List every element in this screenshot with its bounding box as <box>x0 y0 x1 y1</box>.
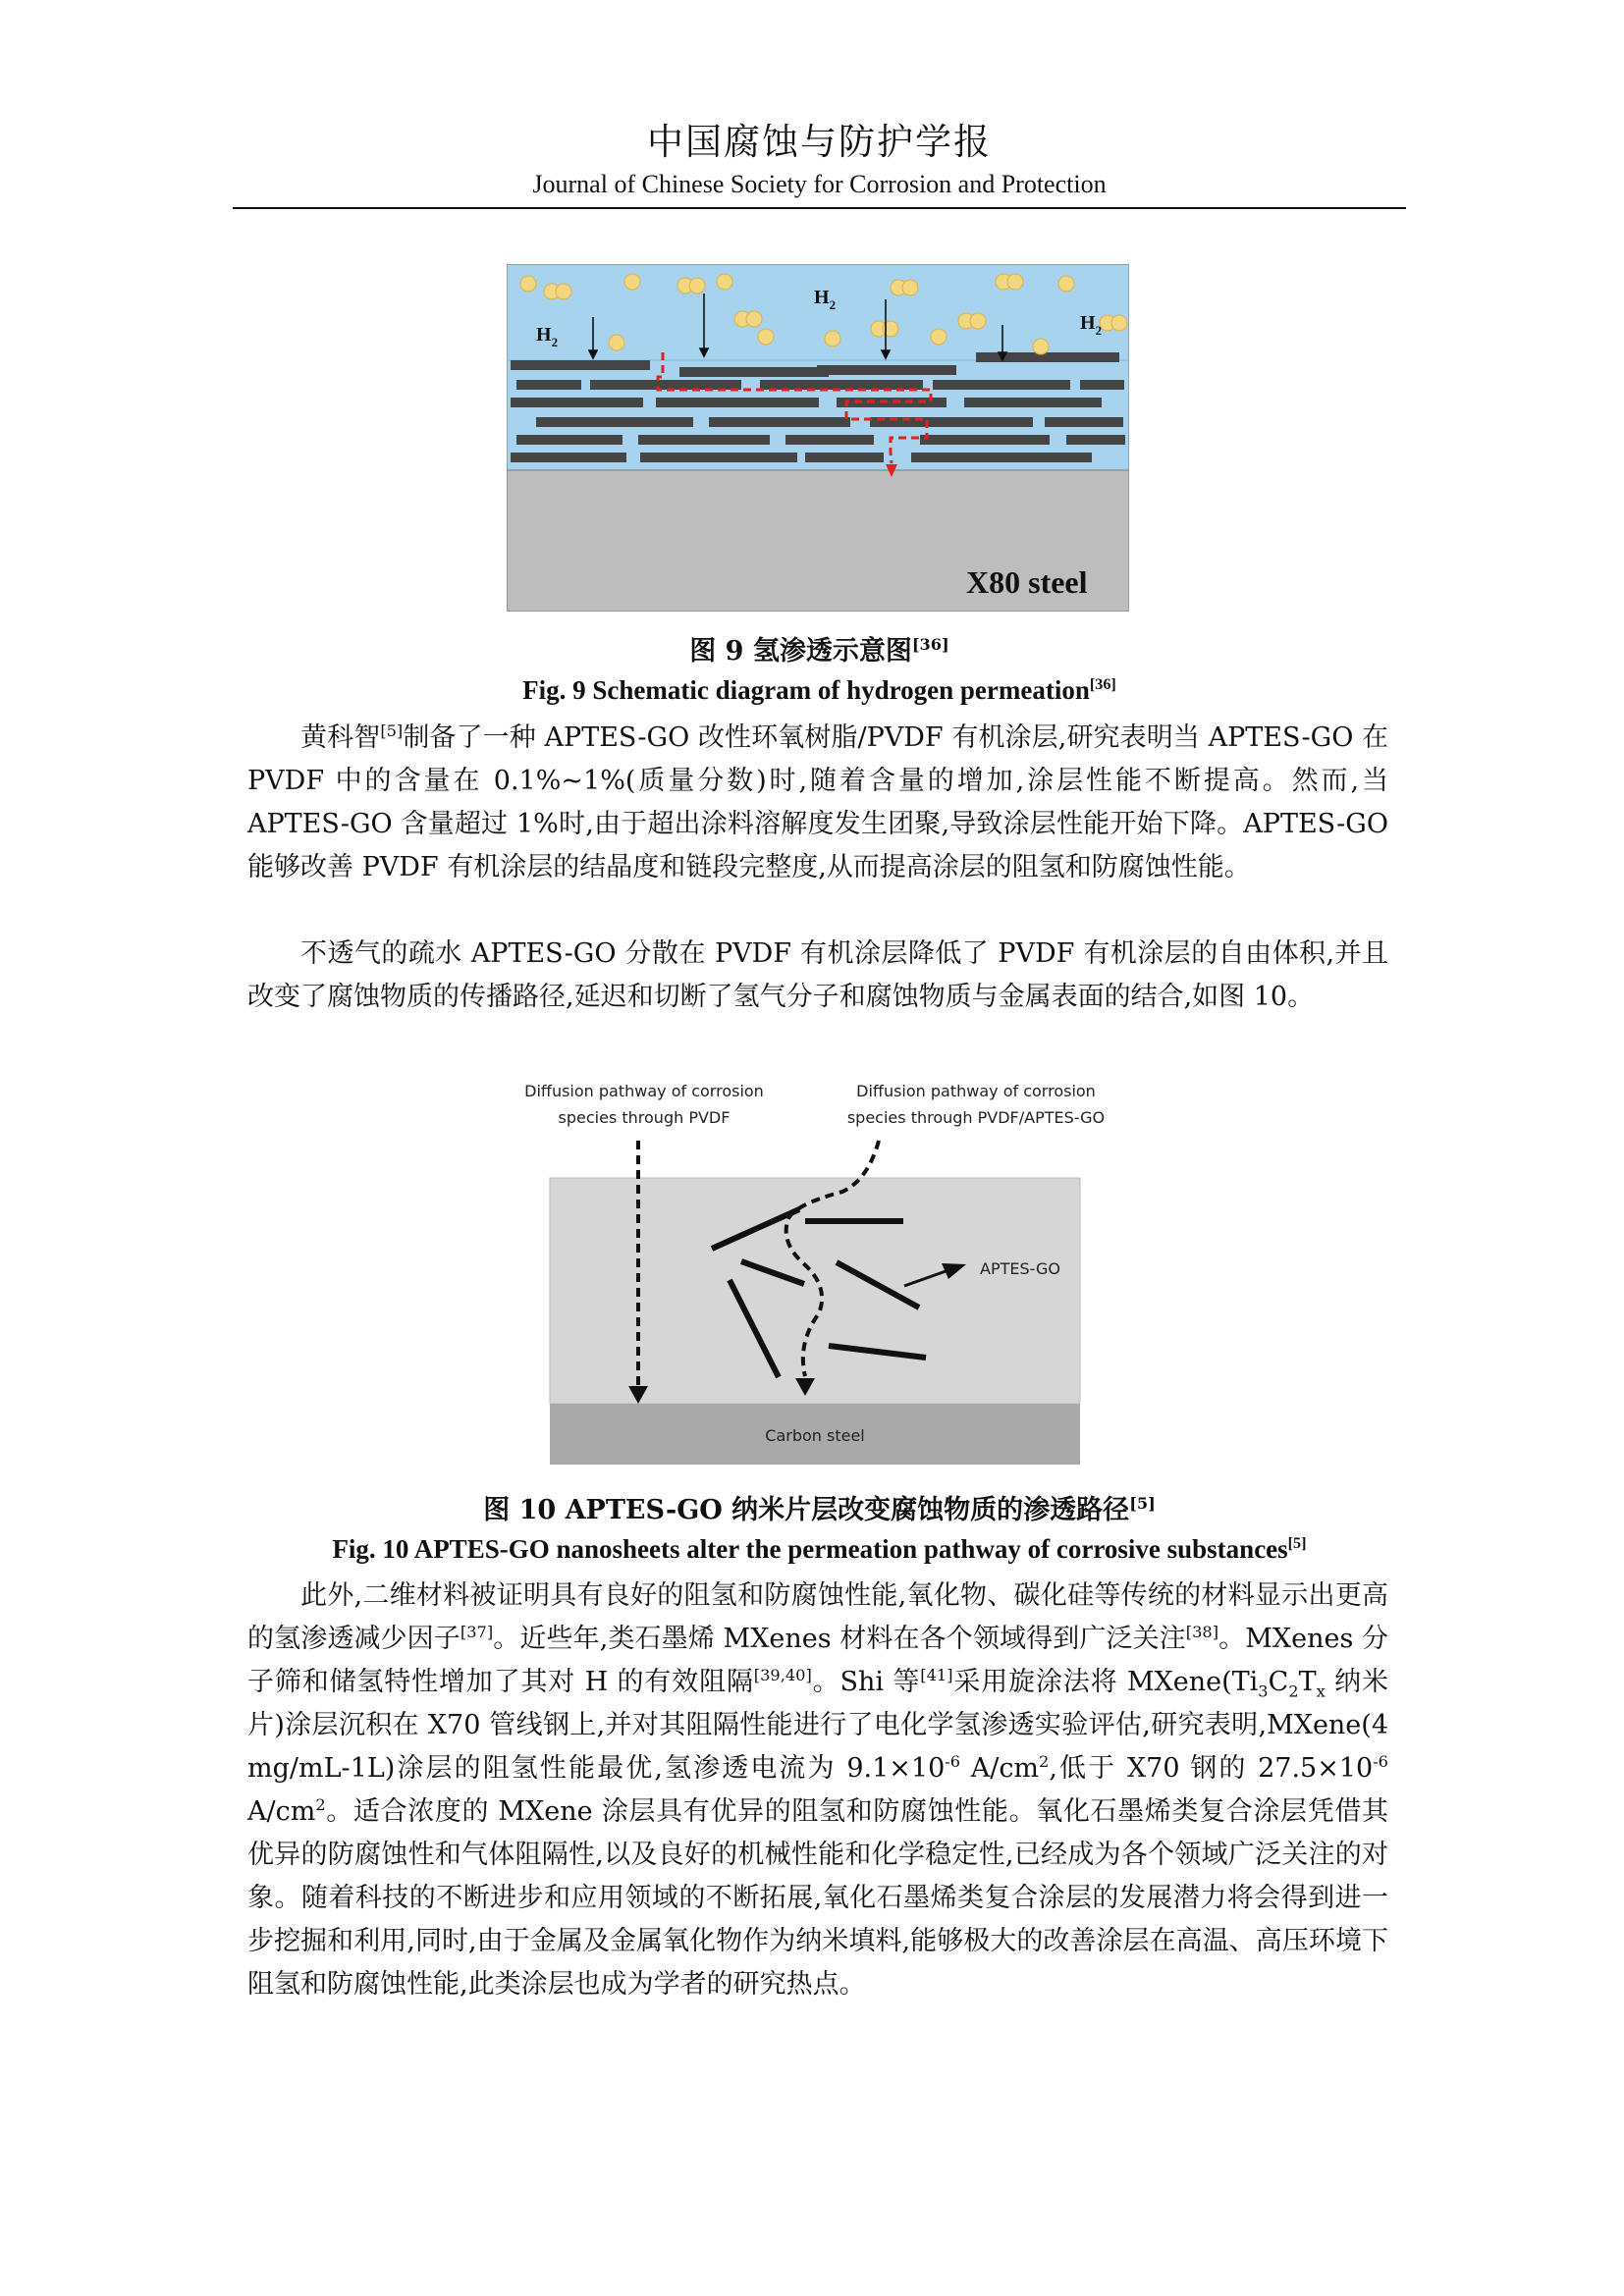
steel-label: X80 steel <box>966 564 1088 600</box>
h2-label: $H_2$ <box>536 324 559 349</box>
h2-label: $H_2$ <box>1080 312 1103 338</box>
graphene-platelet <box>1066 435 1125 445</box>
graphene-platelet <box>511 398 643 407</box>
graphene-platelet <box>911 453 1092 462</box>
graphene-platelet <box>516 380 581 390</box>
hydrogen-atom <box>556 284 571 299</box>
graphene-platelet <box>638 435 770 445</box>
figure-10-caption <box>233 1491 1406 1568</box>
hydrogen-atom <box>825 331 840 347</box>
journal-title-cn: 中国腐蚀与防护学报 <box>647 121 992 163</box>
graphene-platelet <box>511 453 626 462</box>
hydrogen-atom <box>902 280 918 295</box>
figure-10-diffusion-pathway <box>471 1070 1159 1472</box>
graphene-platelet <box>709 417 850 427</box>
hydrogen-atom <box>1111 315 1127 331</box>
journal-title-en: Journal of Chinese Society for Corrosion and Protection <box>532 170 1107 198</box>
hydrogen-atom <box>1058 276 1074 292</box>
label-pvdf-line2: species through PVDF <box>558 1108 731 1127</box>
figure-9-caption-en: Fig. 9 Schematic diagram of hydrogen permeation[36] <box>522 675 1116 705</box>
figure-10-caption-en: Fig. 10 APTES-GO nanosheets alter the permeation pathway of corrosive substances[5] <box>332 1534 1307 1564</box>
carbon-steel-label: Carbon steel <box>765 1426 865 1445</box>
label-aptes-line1: Diffusion pathway of corrosion <box>856 1082 1096 1100</box>
hydrogen-atom <box>520 276 536 292</box>
graphene-platelet <box>516 435 623 445</box>
label-aptes-line2: species through PVDF/APTES-GO <box>846 1108 1106 1127</box>
graphene-platelet <box>1080 380 1124 390</box>
hydrogen-atom <box>1033 339 1049 354</box>
graphene-platelet <box>536 417 693 427</box>
hydrogen-atom <box>624 274 640 290</box>
graphene-platelet <box>656 398 819 407</box>
hydrogen-atom <box>758 329 774 345</box>
paragraph-3: 此外,二维材料被证明具有良好的阻氢和防腐蚀性能,氧化物、碳化硅等传统的材料显示出更高的氢渗透减少因子[37]。近些年,类石墨烯 MXenes 材料在各个领域得到广泛关注[38]。MXenes 分子筛和储氢特性增加了其对 H 的有效阻隔[39,40]。Shi 等[41]采用旋涂法将 $MXene(Ti_3C_2T_x$ 纳米片)涂层沉积在 X70 管线钢上,并对其阻隔性能进行了电化学氢渗透实验评估,研究表明,MXene(4 mg/mL-1L)涂层的阻氢性能最优,氢渗透电流为 $9.1\times 10^{-6}$ $A/cm^2$,低于 X70 钢的 $27.5\times 10^{-6}$ $A/cm^2$。适合浓度的 MXene 涂层具有优异的阻氢和防腐蚀性能。氧化石墨烯类复合涂层凭借其优异的防腐蚀性和气体阻隔性,以及良好的机械性能和化学稳定性,已经成为各个领域广泛关注的对象。随着科技的不断进步和应用领域的不断拓展,氧化石墨烯类复合涂层的发展潜力将会得到进一步挖掘和利用,同时,由于金属及金属氧化物作为纳米填料,能够极大的改善涂层在高温、高压环境下阻氢和防腐蚀性能,此类涂层也成为学者的研究热点。 <box>247 1580 1389 2000</box>
graphene-platelet <box>964 398 1102 407</box>
graphene-platelet <box>817 365 956 375</box>
graphene-platelet <box>976 352 1119 362</box>
graphene-platelet <box>679 367 829 377</box>
hydrogen-atom <box>970 313 986 329</box>
paragraph-1: 黄科智[5]制备了一种 APTES-GO 改性环氧树脂/PVDF 有机涂层,研究表明当 APTES-GO 在 PVDF 中的含量在 0.1%~1%(质量分数)时,随着含量的增加,涂层性能不断提高。然而,当 APTES-GO 含量超过 1%时,由于超出涂料溶解度发生团聚,导致涂层性能开始下降。APTES-GO 能够改善 PVDF 有机涂层的结晶度和链段完整度,从而提高涂层的阻氢和防腐蚀性能。 <box>247 721 1389 882</box>
hydrogen-atom <box>1007 274 1023 290</box>
graphene-platelet <box>920 435 1050 445</box>
graphene-platelet <box>511 360 650 370</box>
figure-9-caption <box>233 632 1406 709</box>
header-rule <box>233 207 1406 209</box>
graphene-platelet <box>1045 417 1123 427</box>
graphene-platelet <box>785 435 874 445</box>
figure-9-caption-cn: 图 9 氢渗透示意图[36] <box>689 635 949 667</box>
hydrogen-atom <box>689 278 705 294</box>
figure-10-caption-cn: 图 10 APTES-GO 纳米片层改变腐蚀物质的渗透路径[5] <box>483 1494 1156 1525</box>
graphene-platelet <box>933 380 1070 390</box>
graphene-platelet <box>640 453 797 462</box>
h2-label: $H_2$ <box>814 287 837 312</box>
figure-9-hydrogen-permeation <box>507 264 1129 612</box>
pvdf-coating <box>550 1178 1080 1404</box>
journal-header <box>233 118 1406 202</box>
hydrogen-atom <box>746 311 762 327</box>
paragraph-2: 不透气的疏水 APTES-GO 分散在 PVDF 有机涂层降低了 PVDF 有机涂层的自由体积,并且改变了腐蚀物质的传播路径,延迟和切断了氢气分子和腐蚀物质与金属表面的结合,如图 10。 <box>247 938 1388 1012</box>
hydrogen-atom <box>931 329 947 345</box>
hydrogen-atom <box>609 335 624 350</box>
graphene-platelet <box>805 453 884 462</box>
aptes-go-label: APTES-GO <box>980 1259 1060 1278</box>
label-pvdf-line1: Diffusion pathway of corrosion <box>524 1082 764 1100</box>
hydrogen-atom <box>717 274 732 290</box>
